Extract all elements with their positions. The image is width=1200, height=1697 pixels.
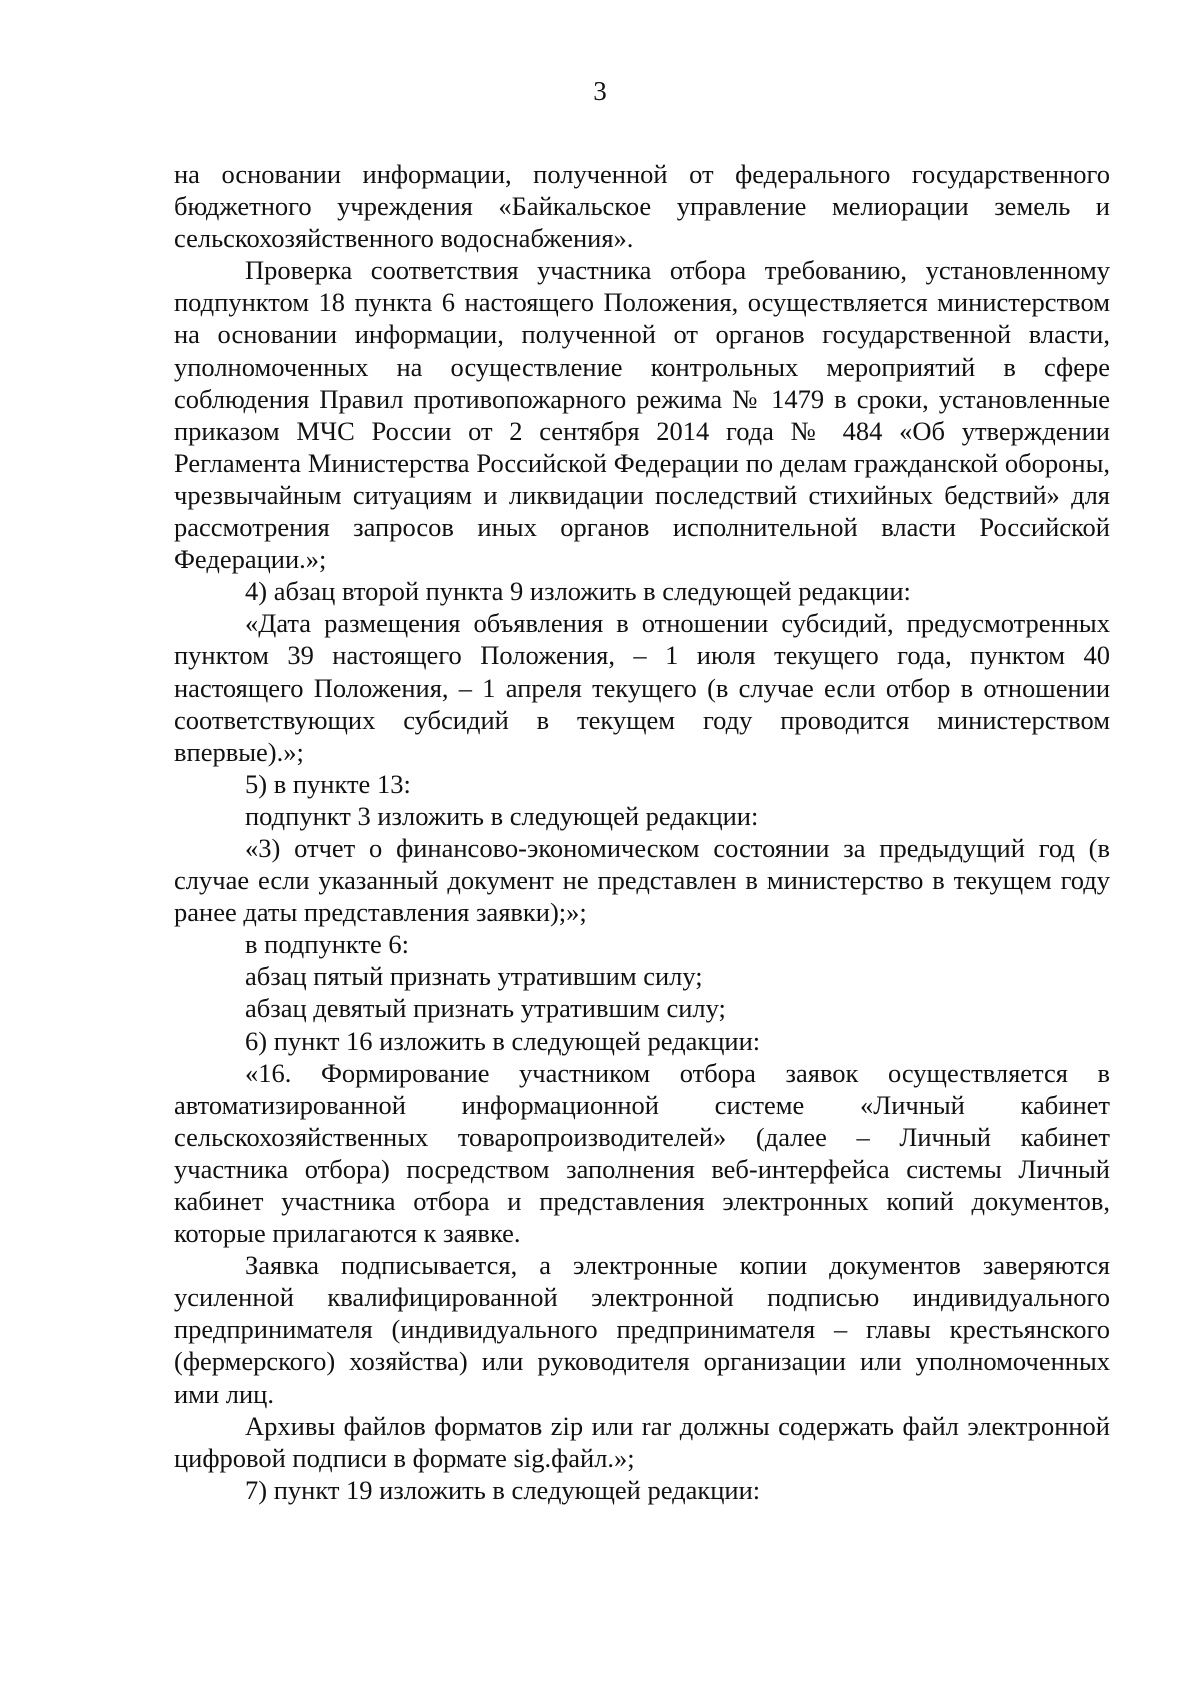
paragraph-10: абзац девятый признать утратившим силу;: [245, 993, 726, 1024]
paragraph-11: 6) пункт 16 изложить в следующей редакции:: [245, 1025, 761, 1056]
paragraph-2: Проверка соответствия участника отбора требованию, установленному подпунктом 18 пункта 6 настоящего Положения, осуществляется министерством на основании информации, полученной от органов государственной власти, уполномоченных на осуществление контрольных мероприятий в сфере соблюдения Правил противопожарного режима № 1479 в сроки, установленные приказом МЧС России от 2 сентября 2014 года № 484 «Об утверждении Регламента Министерства Российской Федерации по делам гражданской обороны, чрезвычайным ситуациям и ликвидации последствий стихийных бедствий» для рассмотрения запросов иных органов исполнительной власти Российской Федерации.»;: [174, 255, 1110, 575]
paragraph-15: 7) пункт 19 изложить в следующей редакции:: [245, 1474, 761, 1505]
document-body: [174, 158, 1110, 1506]
paragraph-3: 4) абзац второй пункта 9 изложить в следующей редакции:: [245, 576, 911, 607]
paragraph-5: 5) в пункте 13:: [245, 768, 411, 799]
paragraph-9: абзац пятый признать утратившим силу;: [245, 961, 703, 992]
paragraph-4: «Дата размещения объявления в отношении субсидий, предусмотренных пунктом 39 настоящего Положения, – 1 июля текущего года, пунктом 40 настоящего Положения, – 1 апреля текущего (в случае если отбор в отношении соответствующих субсидий в текущем году проводится министерством впервые).»;: [174, 608, 1110, 767]
paragraph-6: подпункт 3 изложить в следующей редакции:: [245, 800, 759, 831]
paragraph-14: Архивы файлов форматов zip или rar должны содержать файл электронной цифровой подписи в формате sig.файл.»;: [174, 1410, 1110, 1473]
paragraph-13: Заявка подписывается, а электронные копии документов заверяются усиленной квалифицированной электронной подписью индивидуального предпринимателя (индивидуального предпринимателя – главы крестьянского (фермерского) хозяйства) или руководителя организации или уполномоченных ими лиц.: [174, 1250, 1110, 1409]
paragraph-8: в подпункте 6:: [245, 929, 410, 960]
paragraph-12: «16. Формирование участником отбора заявок осуществляется в автоматизированной информационной системе «Личный кабинет сельскохозяйственных товаропроизводителей» (далее – Личный кабинет участника отбора) посредством заполнения веб-интерфейса системы Личный кабинет участника отбора и представления электронных копий документов, которые прилагаются к заявке.: [174, 1057, 1110, 1249]
page-number: 3: [593, 76, 607, 106]
paragraph-1: на основании информации, полученной от федерального государственного бюджетного учреждения «Байкальское управление мелиорации земель и сельскохозяйственного водоснабжения».: [174, 159, 1110, 254]
paragraph-7: «3) отчет о финансово-экономическом состоянии за предыдущий год (в случае если указанный документ не представлен в министерство в текущем году ранее даты представления заявки);»;: [174, 832, 1110, 928]
